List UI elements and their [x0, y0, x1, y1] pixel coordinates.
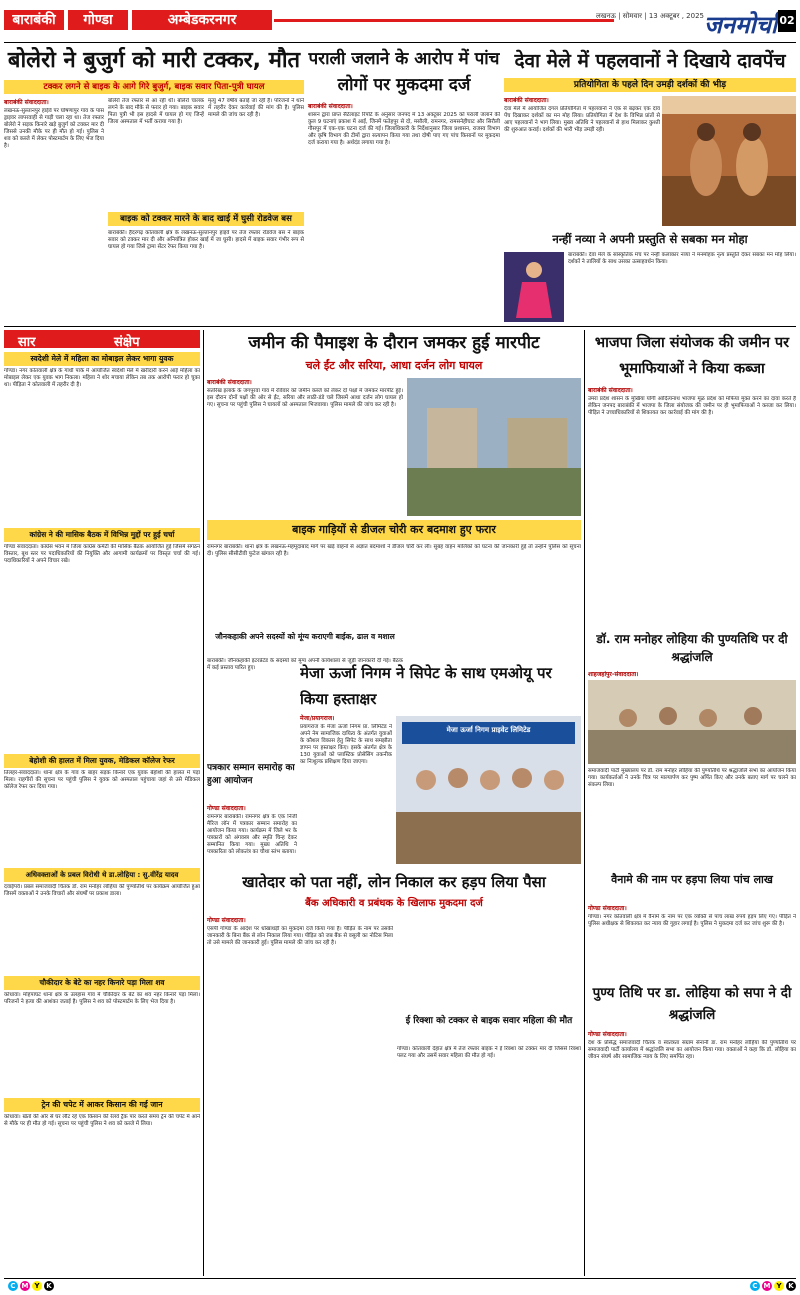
- sankshep-label: संक्षेप: [114, 335, 140, 350]
- e-rickshaw-body: गोण्डा। कोतवाली देहात क्षेत्र में तेज रफ्तार बाइक ने ई रिक्शा को टक्कर मार दी जिससे रिक्शा पलट गया और उसमें सवार महिला की मौत हो गई।: [397, 1046, 581, 1059]
- punyatithi-headline: पुण्य तिथि पर डा. लोहिया को सपा ने दी श्रद्धांजलि: [592, 985, 792, 1023]
- sar-label: सार: [18, 335, 36, 350]
- patrakar-byline: गोण्डा संवाददाता।: [207, 805, 246, 812]
- devamela-photo: [662, 96, 796, 226]
- cmyk-mark-k-right: K: [786, 1281, 796, 1291]
- print-registration-footer: [4, 1278, 796, 1292]
- roadways-bus-subheadline: बाइक को टक्कर मारने के बाद खाई में घुसी रोडवेज बस: [108, 212, 304, 226]
- jameen-headline: जमीन की पैमाइश के दौरान जमकर हुई मारपीट: [248, 333, 540, 353]
- bike-chor-body: रामनगर बाराबंकी। थाना क्षेत्र के लखनऊ-महमूदाबाद मार्ग पर खड़े वाहनों से अज्ञात बदमाशों ने डीजल चोरी कर ली। सुबह वाहन मालिकों को घटना की जानकारी हुई तो उन्होंने पुलिस को सूचना दी। पुलिस सीसीटीवी फुटेज खंगाल रही है।: [207, 544, 581, 557]
- brief-headline: अधिवक्ताओं के प्रबल विरोधी थे डा.लोहिया : सु.वीरेंद्र यादव: [4, 868, 200, 882]
- parali-headline: पराली जलाने के आरोप में पांच लोगों पर मुकदमा दर्ज: [308, 49, 500, 95]
- lohia-byline: शाहजहांपुर-संवाददाता।: [588, 671, 639, 678]
- bolero-byline: बाराबंकी संवाददाता।: [4, 99, 49, 106]
- meja-body: प्रयागराज के मेजा ऊर्जा निगम प्रा. लिमिटेड ने अपने नेम सामाजिक दायित्व के अंतर्गत युवाओं के कौशल विकास हेतु सिपेट के साथ समझौता ज्ञापन पर हस्ताक्षर किए। इसके अंतर्गत क्षेत्र के 130 युवाओं को प्लास्टिक प्रोसेसिंग तकनीक का निःशुल्क प्रशिक्षण दिया जाएगा।: [300, 724, 392, 765]
- column-divider: [203, 330, 204, 1276]
- navya-subheadline: नन्हीं नव्या ने अपनी प्रस्तुति से सबका मन मोहा: [552, 232, 748, 246]
- bolero-headline: बोलेरो ने बुजुर्ग को मारी टक्कर, मौत: [7, 48, 301, 73]
- jaunkahaki-headline: जौनकहाकी अपने सदस्यों को मूंग्य कराएगी बाईक, ढाल व मशाल: [215, 632, 395, 641]
- brief-headline: स्वदेशी मेले में महिला का मोबाइल लेकर भागा युवक: [4, 352, 200, 366]
- brief-headline: बेहोशी की हालत में मिला युवक, मेडिकल कॉलेज रेफर: [4, 754, 200, 768]
- roadways-bus-body: बाराबंकी। हैदरगढ़ कोतवाली क्षेत्र के लखनऊ-सुल्तानपुर हाइवे पर तेज रफ्तार रोडवेज बस ने बाइक सवार को टक्कर मार दी और अनियंत्रित होकर खाई में जा घुसी। हादसे में बाइक सवार गंभीर रूप से घायल हो गया जिसे ट्रामा सेंटर रेफर किया गया है।: [108, 230, 304, 250]
- jameen-deck: चले ईंट और सरिया, आधा दर्जन लोग घायल: [305, 359, 483, 372]
- tab-ambedkarnagar[interactable]: अम्बेडकरनगर: [132, 10, 272, 30]
- sar-sankshep-header: [4, 330, 200, 348]
- meja-byline: मेजा/प्रयागराज।: [300, 715, 335, 722]
- jameen-photo: [407, 378, 581, 516]
- brief-headline: ट्रेन की चपेट में आकर किसान की गई जान: [4, 1098, 200, 1112]
- lohia-body: समाजवादी पार्टी मुख्यालय पर डॉ. राम मनोहर लोहिया की पुण्यतिथि पर श्रद्धांजलि सभा का आयोजन किया गया। कार्यकर्ताओं ने उनके चित्र पर माल्यार्पण कर पुष्प अर्पित किए और उनके बताए मार्ग पर चलने का संकल्प लिया।: [588, 768, 796, 788]
- patrakar-body: रामनगर बाराबंकी। रामनगर क्षेत्र के एक निजी मैरिज लॉन में पत्रकार सम्मान समारोह का आयोजन किया गया। कार्यक्रम में जिले भर के पत्रकारों को अंगवस्त्र और स्मृति चिन्ह देकर सम्मानित किया गया। मुख्य अतिथि ने पत्रकारिता को लोकतंत्र का चौथा स्तंभ बताया।: [207, 814, 297, 855]
- devamela-body: देवा मेले में आयोजित दंगल प्रतियोगिता में पहलवानों ने एक से बढ़कर एक दांव पेंच दिखाकर दर्शकों का मन मोह लिया। प्रतियोगिता में देश के विभिन्न प्रांतों से आए पहलवानों ने भाग लिया। मुख्य अतिथि ने पहलवानों से हाथ मिलाकर कुश्ती की शुरुआत कराई। दर्शकों की भारी भीड़ उमड़ी रही।: [504, 106, 660, 133]
- devamela-deck: प्रतियोगिता के पहले दिन उमड़ी दर्शकों की भीड़: [504, 78, 796, 92]
- bolero-body-col1: लखनऊ-सुल्तानपुर हाईवे पर घोषणापुर गांव के पास ड्राइवर लापरवाही से गाड़ी चला रहा था। तेज रफ्तार बोलेरो ने सड़क किनारे खड़े बुजुर्ग को टक्कर मार दी जिससे उनकी मौके पर ही मौत हो गई। पुलिस ने शव को कब्जे में लेकर पोस्टमार्टम के लिए भेज दिया है।: [4, 108, 104, 149]
- navya-body: बाराबंकी। देवा मेले के सांस्कृतिक मंच पर नन्हीं कलाकार नव्या ने मनमोहक नृत्य प्रस्तुति देकर सबका मन मोह लिया। दर्शकों ने तालियों के साथ उसका उत्साहवर्धन किया।: [568, 252, 796, 265]
- parali-body: शासन द्वारा प्राप्त सैटेलाइट रिपोर्ट के अनुसार जनपद में 13 अक्टूबर 2025 को पराली जलाने की कुल 9 घटनाएं प्रकाश में आईं, जिनमें फतेहपुर से दो, मसौली, रामनगर, रामसनेहीघाट और सिरौली गौसपुर में एक-एक घटना दर्ज की गई। जिलाधिकारी के निर्देशानुसार जिला प्रशासन, राजस्व विभाग और कृषि विभाग की टीमों द्वारा सत्यापन किया गया तथा दोषी पाए गए पांच किसानों पर मुकदमा दर्ज कराया गया है। अर्थदंड लगाया गया है।: [308, 112, 500, 146]
- cmyk-mark-m: M: [21, 1282, 29, 1290]
- cmyk-mark-c-right: C: [750, 1281, 760, 1291]
- devamela-headline: देवा मेले में पहलवानों ने दिखाये दावपेंच: [514, 50, 786, 72]
- jaunkahaki-body: बाराबंकी। जौनकहाकी इंटरप्रेटेड के सदस्यों को मूंग्य अपनी कार्यशाला से जुड़ी जानकारी दी गई। बैठक में कई प्रस्ताव पारित हुए।: [207, 658, 403, 671]
- brief-body: कोंधावां। मोहंपाघट थाना क्षेत्र के उलहास गांव में चौकीदार के बेटे का शव नहर किनारे पड़ा मिला। परिजनों ने हत्या की आशंका जताई है। पुलिस ने शव को पोस्टमार्टम के लिए भेज दिया है।: [4, 992, 200, 1005]
- khatedar-body: एसपी गोण्डा के आदेश पर धोखाधड़ी का मुकदमा दर्ज किया गया है। पीड़ित के नाम पर उसकी जानकारी के बिना बैंक से लोन निकाल लिया गया। पीड़ित को जब बैंक से वसूली का नोटिस मिला तो उसे मामले की जानकारी हुई। पुलिस मामले की जांच कर रही है।: [207, 926, 393, 946]
- brief-body: गोण्डा। नगर कोतवाली क्षेत्र के गांधी पार्क में आयोजित स्वदेशी मेले में खरीदारी करने आई महिला का मोबाइल लेकर एक युवक भाग निकला। महिला ने शोर मचाया लेकिन तब तक आरोपी फरार हो चुका था। पीड़िता ने कोतवाली में तहरीर दी है।: [4, 368, 200, 388]
- tab-barabanki[interactable]: बाराबंकी: [4, 10, 64, 30]
- brief-headline: चौकीदार के बेटे का नहर किनारे पड़ा मिला शव: [4, 976, 200, 990]
- cmyk-mark-c: C: [8, 1281, 18, 1291]
- cmyk-mark-k: K: [44, 1281, 54, 1291]
- e-rickshaw-headline: ई रिक्शा को टक्कर से बाइक सवार महिला की मौत: [405, 1016, 573, 1026]
- navya-photo: [504, 252, 564, 322]
- bolero-body-col2: बोलेरो तेज रफ्तार से आ रही थी। बोलेरो चालक लगने के बाद मौके से फरार हो गया। बाइक सवार पिता पुत्री भी इस हादसे में घायल हो गए जिन्हें जिला अस्पताल में भर्ती कराया गया है।: [108, 98, 204, 125]
- jameen-body: सतरिख इलाके के जगपुरवा गांव में रविवार को जमीन कब्जे को लेकर दो पक्षों में जमकर मारपीट हुई। इस दौरान दोनों पक्षों की ओर से ईंट, सरिया और लाठी-डंडे चले जिसमें आधा दर्जन लोग घायल हो गए। सूचना पर पहुंची पुलिस ने घायलों को अस्पताल भिजवाया। पुलिस मामले की जांच कर रही है।: [207, 388, 403, 408]
- brief-body: गोण्डा संवाददाता। कांग्रेस भवन में जिला कांग्रेस कमेटी की मासिक बैठक आयोजित हुई जिसमें संगठन विस्तार, बूथ स्तर पर पदाधिकारियों की नियुक्ति और आगामी कार्यक्रमों पर विस्तृत चर्चा की गई। पदाधिकारियों ने अपने विचार रखे।: [4, 544, 200, 564]
- vainame-body: गोण्डा। नगर कोतवाली क्षेत्र में वैनामे के नाम पर एक व्यक्ति से पांच लाख रुपये हड़प लिए गए। पीड़ित ने पुलिस अधीक्षक से शिकायत कर न्याय की गुहार लगाई है। पुलिस ने मुकदमा दर्ज कर जांच शुरू की है।: [588, 914, 796, 927]
- meja-photo: [396, 716, 581, 864]
- bolero-deck: टक्कर लगने से बाइक के आगे गिरे बुजुर्ग, बाइक सवार पिता-पुत्री घायल: [4, 80, 304, 94]
- masthead: [4, 4, 796, 42]
- punyatithi-body: देश के प्रसिद्ध समाजवादी चिंतक व स्वतंत्रता संग्राम सेनानी डा. राम मनोहर लोहिया की पुण्यतिथि पर समाजवादी पार्टी कार्यालय में श्रद्धांजलि सभा का आयोजन किया गया। वक्ताओं ने कहा कि डॉ. लोहिया का जीवन संघर्ष और सामाजिक न्याय के लिए समर्पित रहा।: [588, 1040, 796, 1060]
- section-divider-1: [4, 326, 796, 327]
- footer-rule: [4, 1278, 796, 1279]
- bhajpa-byline: बाराबंकी संवाददाता।: [588, 387, 633, 394]
- devamela-byline: बाराबंकी संवाददाता।: [504, 97, 549, 104]
- lohia-headline: डॉ. राम मनोहर लोहिया की पुण्यतिथि पर दी श्रद्धांजलि: [596, 632, 788, 664]
- column-divider: [584, 330, 585, 1276]
- cmyk-mark-y-right: Y: [774, 1281, 784, 1291]
- meja-headline: मेजा ऊर्जा निगम ने सिपेट के साथ एमओयू पर किया हस्ताक्षर: [300, 664, 552, 708]
- punyatithi-byline: गोण्डा संवाददाता।: [588, 1031, 627, 1038]
- khatedar-headline: खातेदार को पता नहीं, लोन निकाल कर हड़प लिया पैसा: [242, 873, 546, 891]
- vainame-byline: गोण्डा संवाददाता।: [588, 905, 627, 912]
- cmyk-mark-y: Y: [32, 1281, 42, 1291]
- khatedar-byline: गोण्डा संवाददाता।: [207, 917, 246, 924]
- bolero-body-col3: मृत्यु 47 वर्षीय बताई जा रही है। परिजनों ने थाने में तहरीर देकर कार्रवाई की मांग की है। पुलिस मामले की जांच कर रही है।: [208, 98, 304, 118]
- jameen-byline: बाराबंकी संवाददाता।: [207, 379, 252, 386]
- khatedar-deck: बैंक अधिकारी व प्रबंधक के खिलाफ मुकदमा दर्ज: [305, 898, 483, 909]
- bhajpa-body: उमरा प्रदेश शासन के मुखिया योगी आदित्यनाथ भाजपा मूळ प्रदेश को मफिया मुक्त करने का दावा करते हैं लेकिन जनपद बाराबंकी में भाजपा के जिला संयोजक की जमीन पर ही भूमाफियाओं ने कब्जा कर लिया। पीड़ित ने उच्चाधिकारियों से शिकायत कर कार्रवाई की मांग की है।: [588, 396, 796, 416]
- brief-body: कोंधावां। खेतों की ओर से घर लौट रहे एक किसान की रेलवे ट्रैक पार करते समय ट्रेन की चपेट में आने से मौके पर ही मौत हो गई। सूचना पर पहुंची पुलिस ने शव को कब्जे में लिया।: [4, 1114, 200, 1127]
- meja-photo-banner: मेजा ऊर्जा निगम प्राइवेट लिमिटेड: [446, 726, 531, 734]
- vainame-headline: वैनामे की नाम पर हड़पा लिया पांच लाख: [611, 873, 773, 886]
- dateline: लखनऊ | सोमवार | 13 अक्टूबर , 2025: [596, 12, 704, 20]
- brief-headline: कांग्रेस ने की मासिक बैठक में विभिन्न मुद्दों पर हुई चर्चा: [4, 528, 200, 542]
- brief-body: दवाईपर्व। प्रबल समाजवादी चिंतक डॉ. राम मनोहर लोहिया की पुण्यतिथि पर कार्यक्रम आयोजित हुआ जिसमें वक्ताओं ने उनके विचारों और संघर्षों पर प्रकाश डाला।: [4, 884, 200, 897]
- lohia-photo: [588, 680, 796, 764]
- bike-chor-headline: बाइक गाड़ियों से डीजल चोरी कर बदमाश हुए फरार: [207, 520, 581, 540]
- newspaper-logo: जनमोर्चा: [704, 11, 778, 39]
- masthead-divider: [4, 42, 796, 43]
- cmyk-mark-m-right: M: [763, 1282, 771, 1290]
- parali-byline: बाराबंकी संवाददाता।: [308, 103, 353, 110]
- page-number: 02: [778, 10, 796, 32]
- bhajpa-headline: भाजपा जिला संयोजक की जमीन पर भूमाफियाओं ने किया कब्जा: [594, 335, 790, 377]
- patrakar-headline: पत्रकार सम्मान समारोह का हुआ आयोजन: [207, 763, 295, 786]
- brief-body: तिलहर-संवाददाता। थाना क्षेत्र के गांव के बाहर सड़क किनारे एक युवक बेहोशी की हालत में पड़ा मिला। राहगीरों की सूचना पर पहुंची पुलिस ने युवक को अस्पताल पहुंचाया जहां से उसे मेडिकल कॉलेज रेफर कर दिया गया।: [4, 770, 200, 790]
- tab-gonda[interactable]: गोण्डा: [68, 10, 128, 30]
